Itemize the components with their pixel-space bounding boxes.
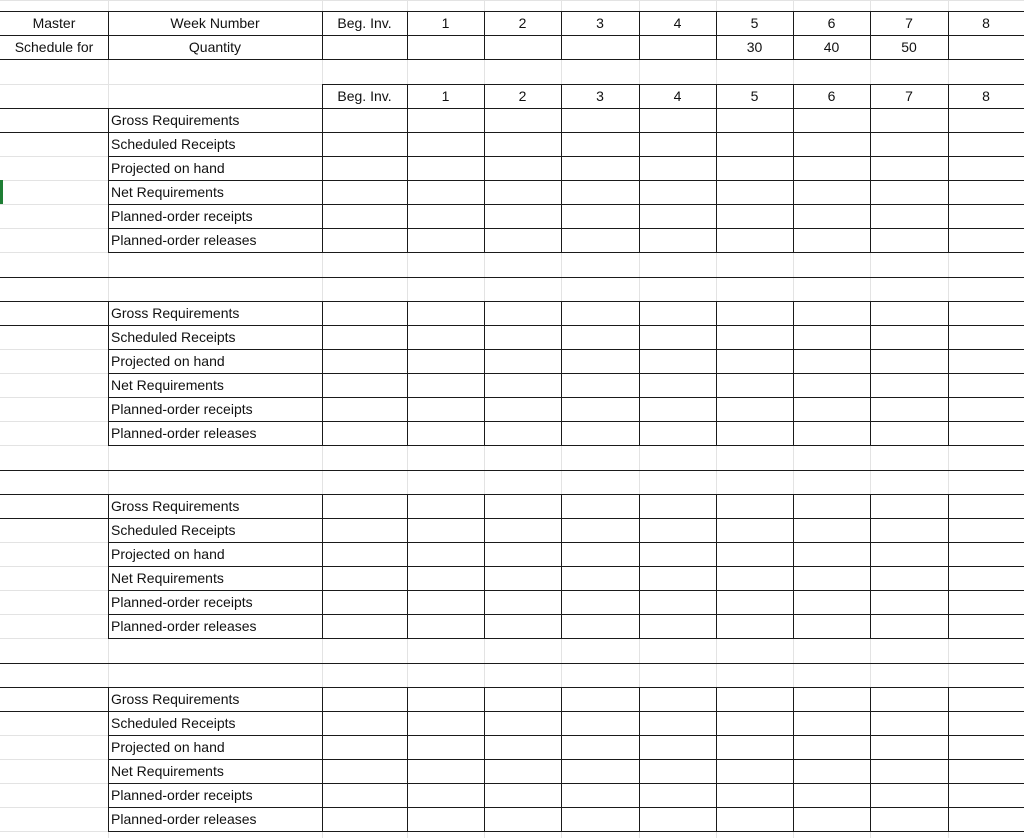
mrp-row-label-cell[interactable]: Planned-order receipts xyxy=(111,401,253,417)
master-quantity-cell[interactable] xyxy=(948,35,1024,59)
master-quantity-cell[interactable] xyxy=(561,35,639,59)
master-quantity-cell[interactable] xyxy=(407,35,484,59)
mrp-week-header-cell[interactable]: 4 xyxy=(673,88,682,104)
master-week-header-cell[interactable]: 3 xyxy=(596,15,604,31)
mrp-row-label-cell[interactable]: Planned-order releases xyxy=(111,811,257,827)
mrp-beg-inv-header-cell[interactable]: Beg. Inv. xyxy=(337,88,392,104)
mrp-row-label-cell[interactable]: Planned-order releases xyxy=(111,425,257,441)
mrp-row-label-cell[interactable]: Gross Requirements xyxy=(111,498,240,514)
mrp-row-label-cell[interactable]: Scheduled Receipts xyxy=(111,136,236,152)
mrp-row-label-cell[interactable]: Scheduled Receipts xyxy=(111,329,236,345)
mrp-row-label-cell[interactable]: Planned-order releases xyxy=(111,232,257,248)
mrp-week-header-cell[interactable]: 2 xyxy=(518,88,527,104)
mrp-row-label-cell[interactable]: Gross Requirements xyxy=(111,305,240,321)
mrp-row-label-cell[interactable]: Net Requirements xyxy=(111,377,224,393)
quantity-label-cell[interactable]: Quantity xyxy=(188,39,242,55)
mrp-row-label-cell[interactable]: Scheduled Receipts xyxy=(111,715,236,731)
mrp-row-label-cell[interactable]: Projected on hand xyxy=(111,160,225,176)
master-quantity-cell[interactable] xyxy=(639,35,716,59)
master-quantity-cell[interactable]: 40 xyxy=(823,39,840,55)
master-week-header-cell[interactable]: 4 xyxy=(673,15,682,31)
mrp-row-label-cell[interactable]: Scheduled Receipts xyxy=(111,522,236,538)
mrp-week-header-cell[interactable]: 3 xyxy=(596,88,604,104)
schedule-for-label-cell[interactable]: Schedule for xyxy=(14,39,94,55)
master-quantity-cell[interactable] xyxy=(484,35,561,59)
mrp-row-label-cell[interactable]: Gross Requirements xyxy=(111,691,240,707)
master-week-header-cell[interactable]: 2 xyxy=(518,15,527,31)
mrp-week-header-cell[interactable]: 7 xyxy=(905,88,913,104)
mrp-row-label-cell[interactable]: Net Requirements xyxy=(111,763,224,779)
mrp-row-label-cell[interactable]: Planned-order receipts xyxy=(111,208,253,224)
master-beg-inv-header-cell[interactable]: Beg. Inv. xyxy=(337,15,392,31)
mrp-row-label-cell[interactable]: Net Requirements xyxy=(111,570,224,586)
mrp-row-label-cell[interactable]: Projected on hand xyxy=(111,353,225,369)
mrp-row-label-cell[interactable]: Planned-order receipts xyxy=(111,594,253,610)
mrp-week-header-cell[interactable]: 6 xyxy=(827,88,836,104)
master-quantity-cell[interactable]: 30 xyxy=(746,39,763,55)
master-week-header-cell[interactable]: 7 xyxy=(905,15,913,31)
row-selection-marker xyxy=(0,180,3,204)
master-label-cell[interactable]: Master xyxy=(32,15,76,31)
master-quantity-cell[interactable]: 50 xyxy=(901,39,917,55)
mrp-week-header-cell[interactable]: 5 xyxy=(750,88,759,104)
mrp-week-header-cell[interactable]: 1 xyxy=(441,88,450,104)
mrp-week-header-cell[interactable]: 8 xyxy=(982,88,990,104)
master-week-header-cell[interactable]: 8 xyxy=(982,15,990,31)
mrp-row-label-cell[interactable]: Projected on hand xyxy=(111,739,225,755)
mrp-row-label-cell[interactable]: Gross Requirements xyxy=(111,112,240,128)
week-number-label-cell[interactable]: Week Number xyxy=(170,15,260,31)
master-week-header-cell[interactable]: 1 xyxy=(441,15,450,31)
mrp-row-label-cell[interactable]: Planned-order receipts xyxy=(111,787,253,803)
mrp-row-label-cell[interactable]: Projected on hand xyxy=(111,546,225,562)
master-week-header-cell[interactable]: 5 xyxy=(750,15,759,31)
mrp-row-label-cell[interactable]: Net Requirements xyxy=(111,184,224,200)
mrp-row-label-cell[interactable]: Planned-order releases xyxy=(111,618,257,634)
master-week-header-cell[interactable]: 6 xyxy=(827,15,836,31)
